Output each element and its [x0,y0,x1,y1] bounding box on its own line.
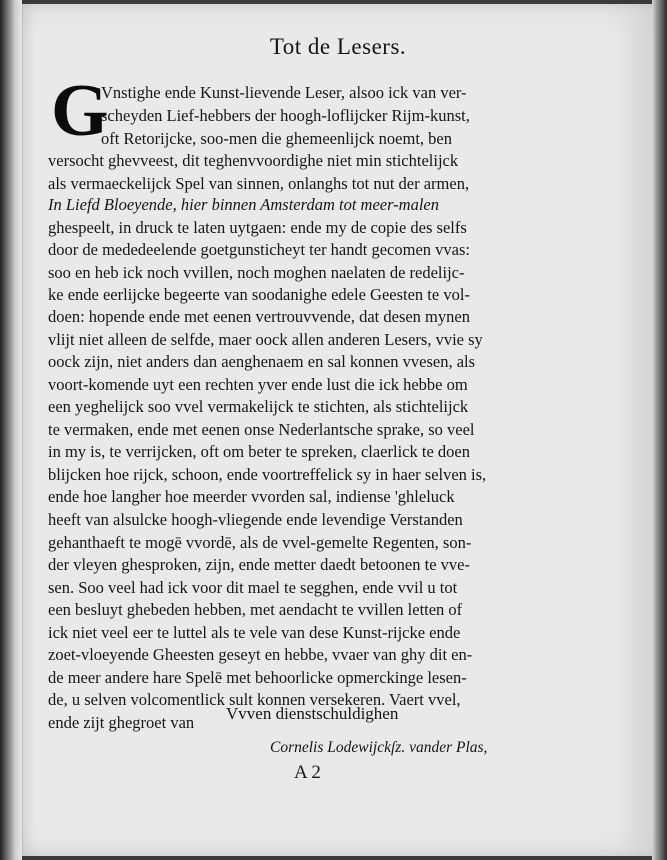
page-edge-shadow [652,0,667,860]
text-line: ende zijt ghegroet van [48,713,195,732]
text-line: oock zijn, niet anders dan aenghenaem en sal konnen vvesen, als [48,352,476,371]
text-line: door de mededeelende goetgunsticheyt ter handt gecomen vvas: [48,240,470,259]
text-line: te vermaken, ende met eenen onse Nederlantsche sprake, so veel [48,420,475,439]
author-signature: Cornelis Lodewijckſz. vander Plas, [270,739,488,756]
text-line: soo en heb ick noch vvillen, noch moghen naelaten de redelijc- [48,263,465,282]
text-line: scheyden Lief-hebbers der hoogh-loflijcker Rijm-kunst, [101,106,470,125]
text-line: zoet-vloeyende Gheesten geseyt en hebbe, vvaer van ghy dit en- [48,645,473,664]
text-line: als vermaeckelijck Spel van sinnen, onlanghs tot nut der armen, [48,174,470,193]
text-line: sen. Soo veel had ick voor dit mael te segghen, ende vvil u tot [48,578,458,597]
text-line: een besluyt ghebeden hebben, met aendacht te vvillen letten of [48,600,463,619]
page-title: Tot de Lesers. [269,34,407,59]
text-line: ende hoe langher hoe meerder vvorden sal, indiense 'ghleluck [48,487,455,506]
text-line: ke ende eerlijcke begeerte van soodanighe edele Geesten te vol- [48,285,470,304]
text-line: een yeghelijck soo vvel vermakelijck te stichten, als stichtelijck [48,397,469,416]
text-line: versocht ghevveest, dit teghenvvoordighe niet min stichtelijck [48,151,459,170]
text-line: heeft van alsulcke hoogh-vliegende ende levendige Verstanden [48,510,463,529]
text-line: Vnstighe ende Kunst-lievende Leser, alsoo ick van ver- [101,83,467,102]
text-line: gehanthaeft te mogē vvordē, als de vvel-gemelte Regenten, son- [48,533,472,552]
text-line: voort-komende uyt een rechten yver ende lust die ick hebbe om [48,375,468,394]
text-line: vlijt niet alleen de selfde, maer oock allen anderen Lesers, vvie sy [48,330,483,349]
text-line: In Liefd Bloeyende, hier binnen Amsterdam tot meer-malen [48,195,439,214]
text-line: ick niet veel eer te luttel als te vele van dese Kunst-rijcke ende [48,623,461,642]
drop-cap: G [51,70,109,152]
closing-phrase: Vvven dienstschuldighen [226,704,399,723]
text-line: doen: hopende ende met eenen vertrouvvende, dat desen mynen [48,307,470,326]
text-line: oft Retorijcke, soo-men die ghemeenlijck noemt, ben [101,129,452,148]
text-line: blijcken hoe rijck, schoon, ende voortreffelick sy in haer selven is, [48,465,487,484]
text-line: de, u selven volcomentlick sult konnen versekeren. Vaert vvel, [48,690,461,709]
text-line: de meer andere hare Spelē met behoorlicke opmerckinge lesen- [48,668,467,687]
text-line: der vleyen ghesproken, zijn, ende metter daedt betoonen te vve- [48,555,470,574]
text-line: ghespeelt, in druck te laten uytgaen: ende my de copie des selfs [48,218,467,237]
text-line: in my is, te verrijcken, oft om beter te spreken, claerlick te doen [48,442,470,461]
book-gutter-shadow [0,0,22,860]
book-page [22,4,653,856]
signature-mark: A 2 [294,762,321,783]
